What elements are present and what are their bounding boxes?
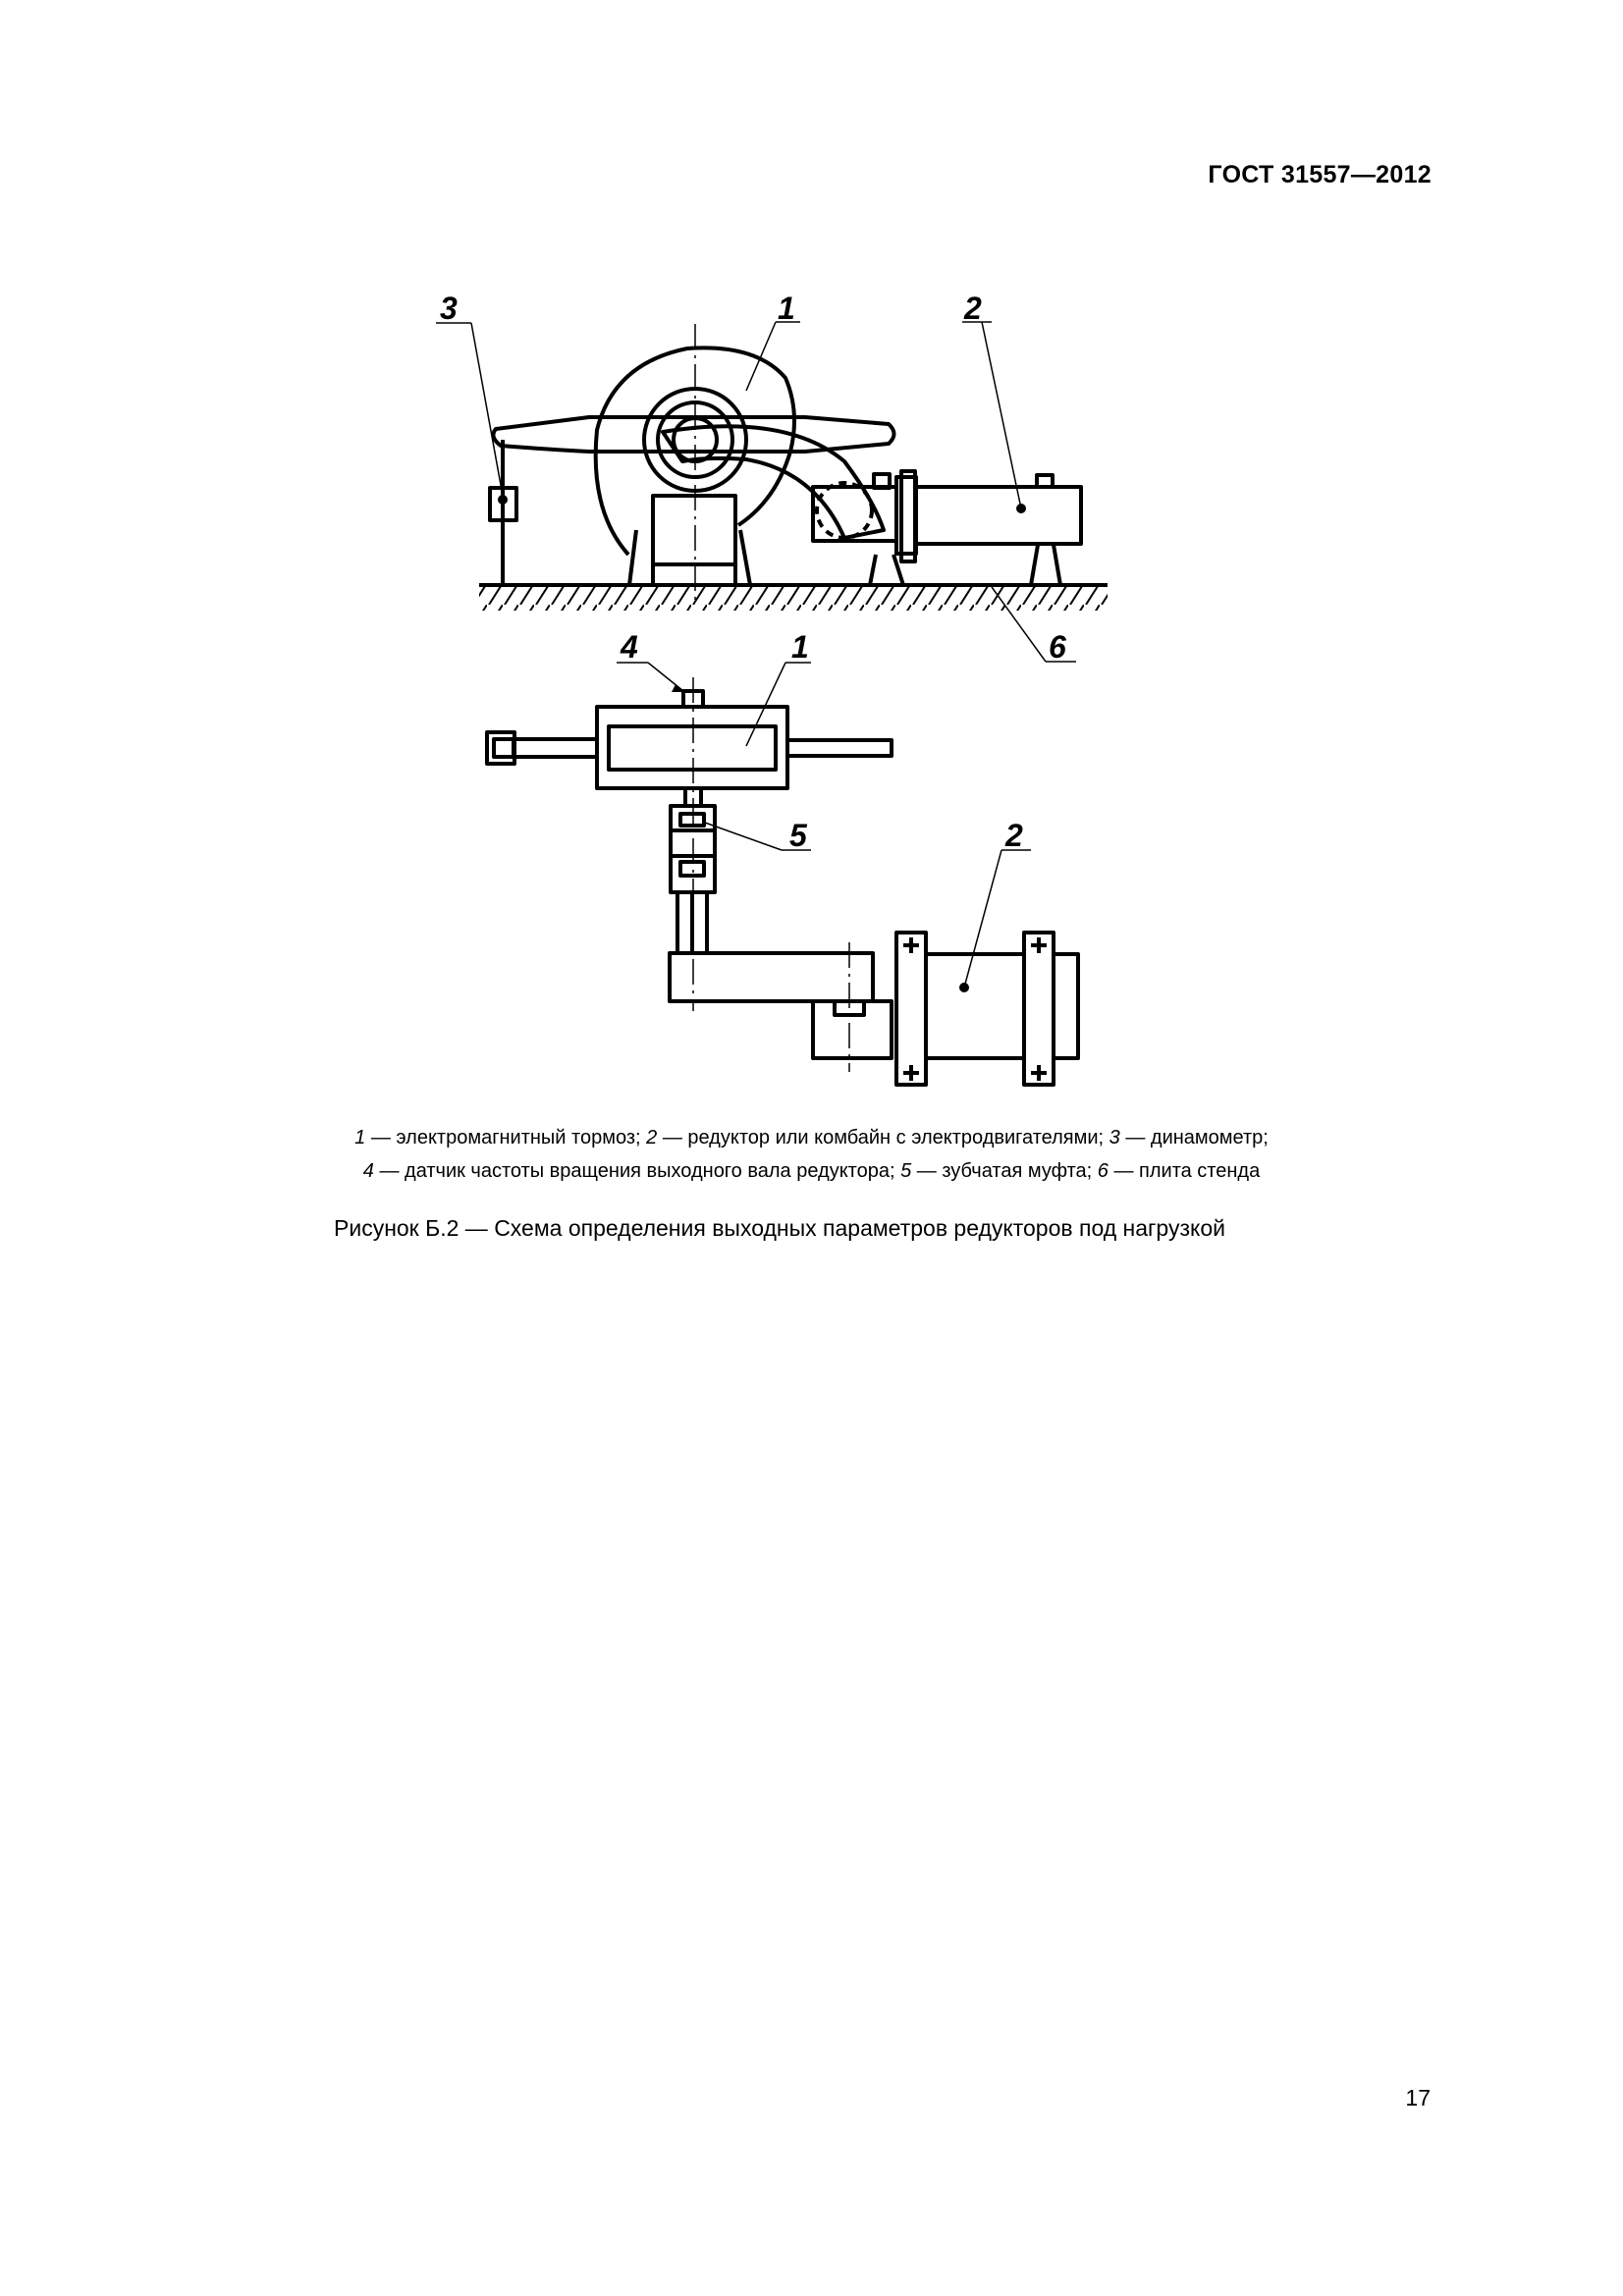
test-stand-diagram — [0, 0, 1623, 1119]
legend-line-2 — [0, 1154, 1623, 1188]
legend-line-1 — [0, 1121, 1623, 1154]
legend-text: — динамометр; — [1119, 1127, 1269, 1148]
legend-num: 6 — [1097, 1160, 1109, 1182]
callout-5: 5 — [789, 818, 807, 853]
figure-caption: Рисунок Б.2 — Схема определения выходных параметров редукторов под нагрузкой — [334, 1215, 1225, 1241]
gearbox-body — [916, 487, 1081, 544]
connecting-arm — [663, 426, 884, 538]
brake-pedestal — [653, 496, 735, 585]
legend-text: — редуктор или комбайн с электродвигателями; — [657, 1127, 1109, 1148]
callout-2: 2 — [964, 291, 982, 326]
motor-flange-left — [896, 933, 926, 1085]
plan-view — [487, 691, 1078, 1085]
figure-legend — [0, 1121, 1623, 1188]
elevation-view — [479, 347, 1108, 611]
stand-plate-hatching — [479, 587, 1108, 611]
legend-num: 1 — [354, 1127, 366, 1148]
gearbox-plan — [670, 953, 873, 1001]
brake-lever-arm — [493, 417, 893, 452]
page-number: 17 — [1405, 2085, 1431, 2110]
document-header: ГОСТ 31557—2012 — [1208, 161, 1432, 188]
callout-3: 3 — [440, 291, 458, 326]
motor-flange-right — [1024, 933, 1054, 1085]
legend-text: — плита стенда — [1108, 1160, 1261, 1182]
callout-6: 6 — [1049, 629, 1066, 665]
legend-num: 3 — [1109, 1127, 1120, 1148]
legend-num: 2 — [646, 1127, 658, 1148]
callout-4: 4 — [621, 629, 638, 665]
legend-num: 4 — [362, 1160, 374, 1182]
legend-text: — электромагнитный тормоз; — [365, 1127, 647, 1148]
motor-body — [926, 954, 1024, 1058]
legend-text: — зубчатая муфта; — [911, 1160, 1098, 1182]
callout-1-plan: 1 — [791, 629, 809, 665]
callout-1: 1 — [778, 291, 795, 326]
callouts-elevation — [436, 322, 1076, 662]
callout-2-plan: 2 — [1005, 818, 1023, 853]
legend-text: — датчик частоты вращения выходного вала редуктора; — [373, 1160, 901, 1182]
legend-num: 5 — [900, 1160, 912, 1182]
